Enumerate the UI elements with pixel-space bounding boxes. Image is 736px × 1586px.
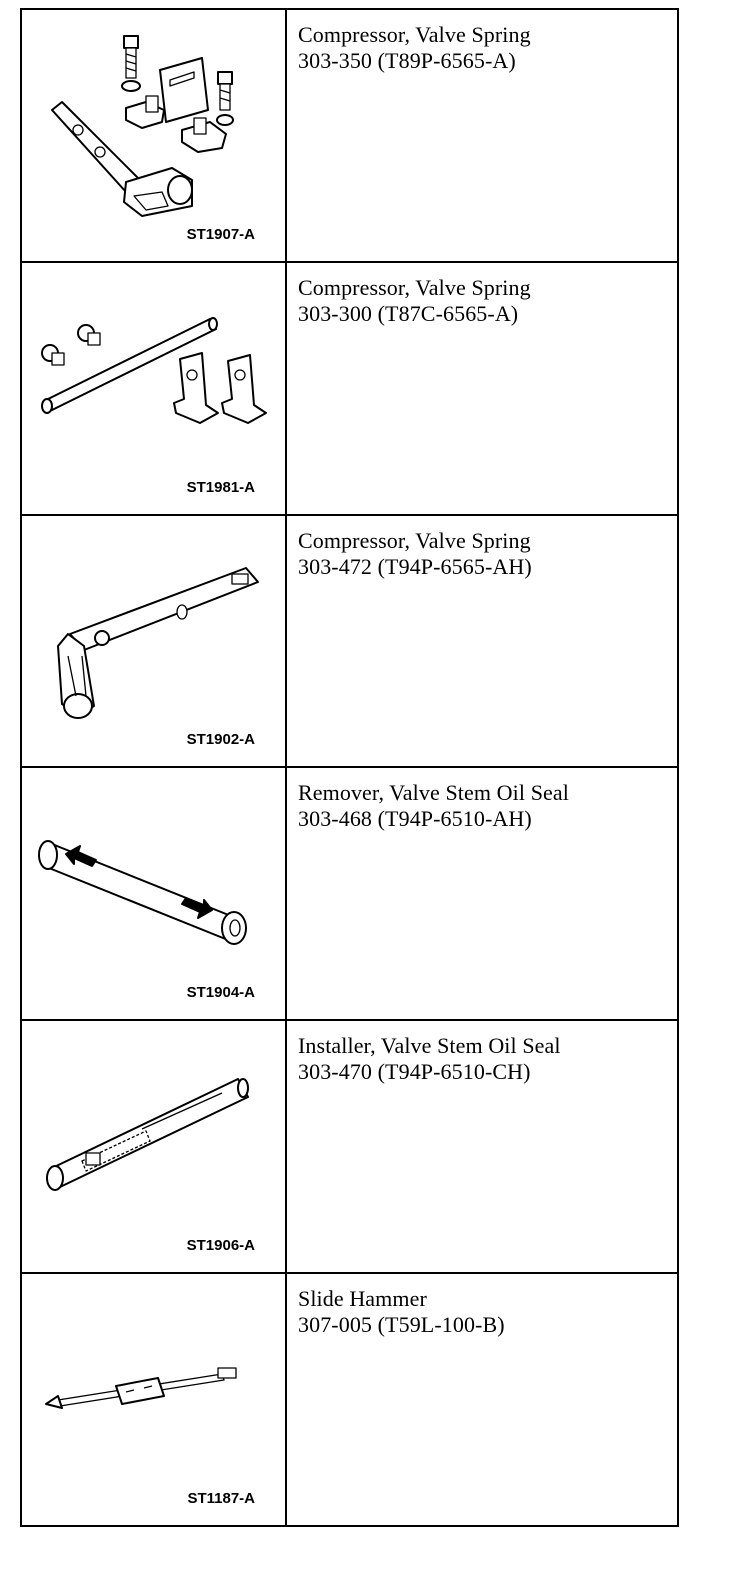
- tool-illustration-cell: [21, 767, 286, 1020]
- tool-description-cell: [286, 1020, 678, 1273]
- tool-part-number: 303-472 (T94P-6565-AH): [298, 553, 532, 579]
- tool-illustration-cell: [21, 515, 286, 768]
- tool-name: Remover, Valve Stem Oil Seal: [298, 780, 569, 806]
- tool-part-number: 303-468 (T94P-6510-AH): [298, 806, 532, 832]
- tool-row: [21, 767, 678, 1020]
- tool-part-number: 303-350 (T89P-6565-A): [298, 48, 516, 73]
- tool-illustration-cell: [21, 1020, 286, 1273]
- tool-figure-code: ST1981-A: [186, 478, 255, 496]
- oil-seal-remover-icon: [22, 768, 285, 1017]
- tool-figure-code: ST1907-A: [186, 225, 255, 243]
- tool-part-number: 303-300 (T87C-6565-A): [298, 300, 519, 326]
- tool-row: [21, 1273, 678, 1526]
- tool-illustration-cell: [21, 9, 286, 262]
- tool-description-cell: [286, 767, 678, 1020]
- valve-spring-compressor-lever-icon: [22, 516, 285, 765]
- valve-spring-compressor-bar-icon: [22, 263, 285, 512]
- tool-illustration-cell: [21, 1273, 286, 1526]
- tool-name: Installer, Valve Stem Oil Seal: [298, 1033, 561, 1059]
- tool-description-cell: [286, 1273, 678, 1526]
- tool-row: [21, 515, 678, 768]
- tool-name: Compressor, Valve Spring: [298, 22, 531, 47]
- tool-name: Compressor, Valve Spring: [298, 527, 531, 553]
- tool-figure-code: ST1902-A: [186, 731, 255, 749]
- tool-description-cell: [286, 515, 678, 768]
- tool-row: [21, 9, 678, 262]
- tool-row: [21, 262, 678, 515]
- tool-name: Compressor, Valve Spring: [298, 274, 531, 300]
- tool-description-cell: [286, 262, 678, 515]
- tool-name: Slide Hammer: [298, 1286, 427, 1312]
- tool-row: [21, 1020, 678, 1273]
- valve-spring-compressor-icon: [22, 10, 285, 259]
- tool-figure-code: ST1906-A: [186, 1237, 255, 1255]
- slide-hammer-icon: [22, 1274, 285, 1523]
- tool-part-number: 303-470 (T94P-6510-CH): [298, 1059, 531, 1085]
- tool-part-number: 307-005 (T59L-100-B): [298, 1312, 505, 1338]
- tool-figure-code: ST1904-A: [186, 984, 255, 1002]
- tool-description-cell: [286, 9, 678, 262]
- tool-figure-code: ST1187-A: [187, 1490, 255, 1507]
- tool-illustration-cell: [21, 262, 286, 515]
- oil-seal-installer-icon: [22, 1021, 285, 1270]
- special-tools-table: [20, 8, 679, 1527]
